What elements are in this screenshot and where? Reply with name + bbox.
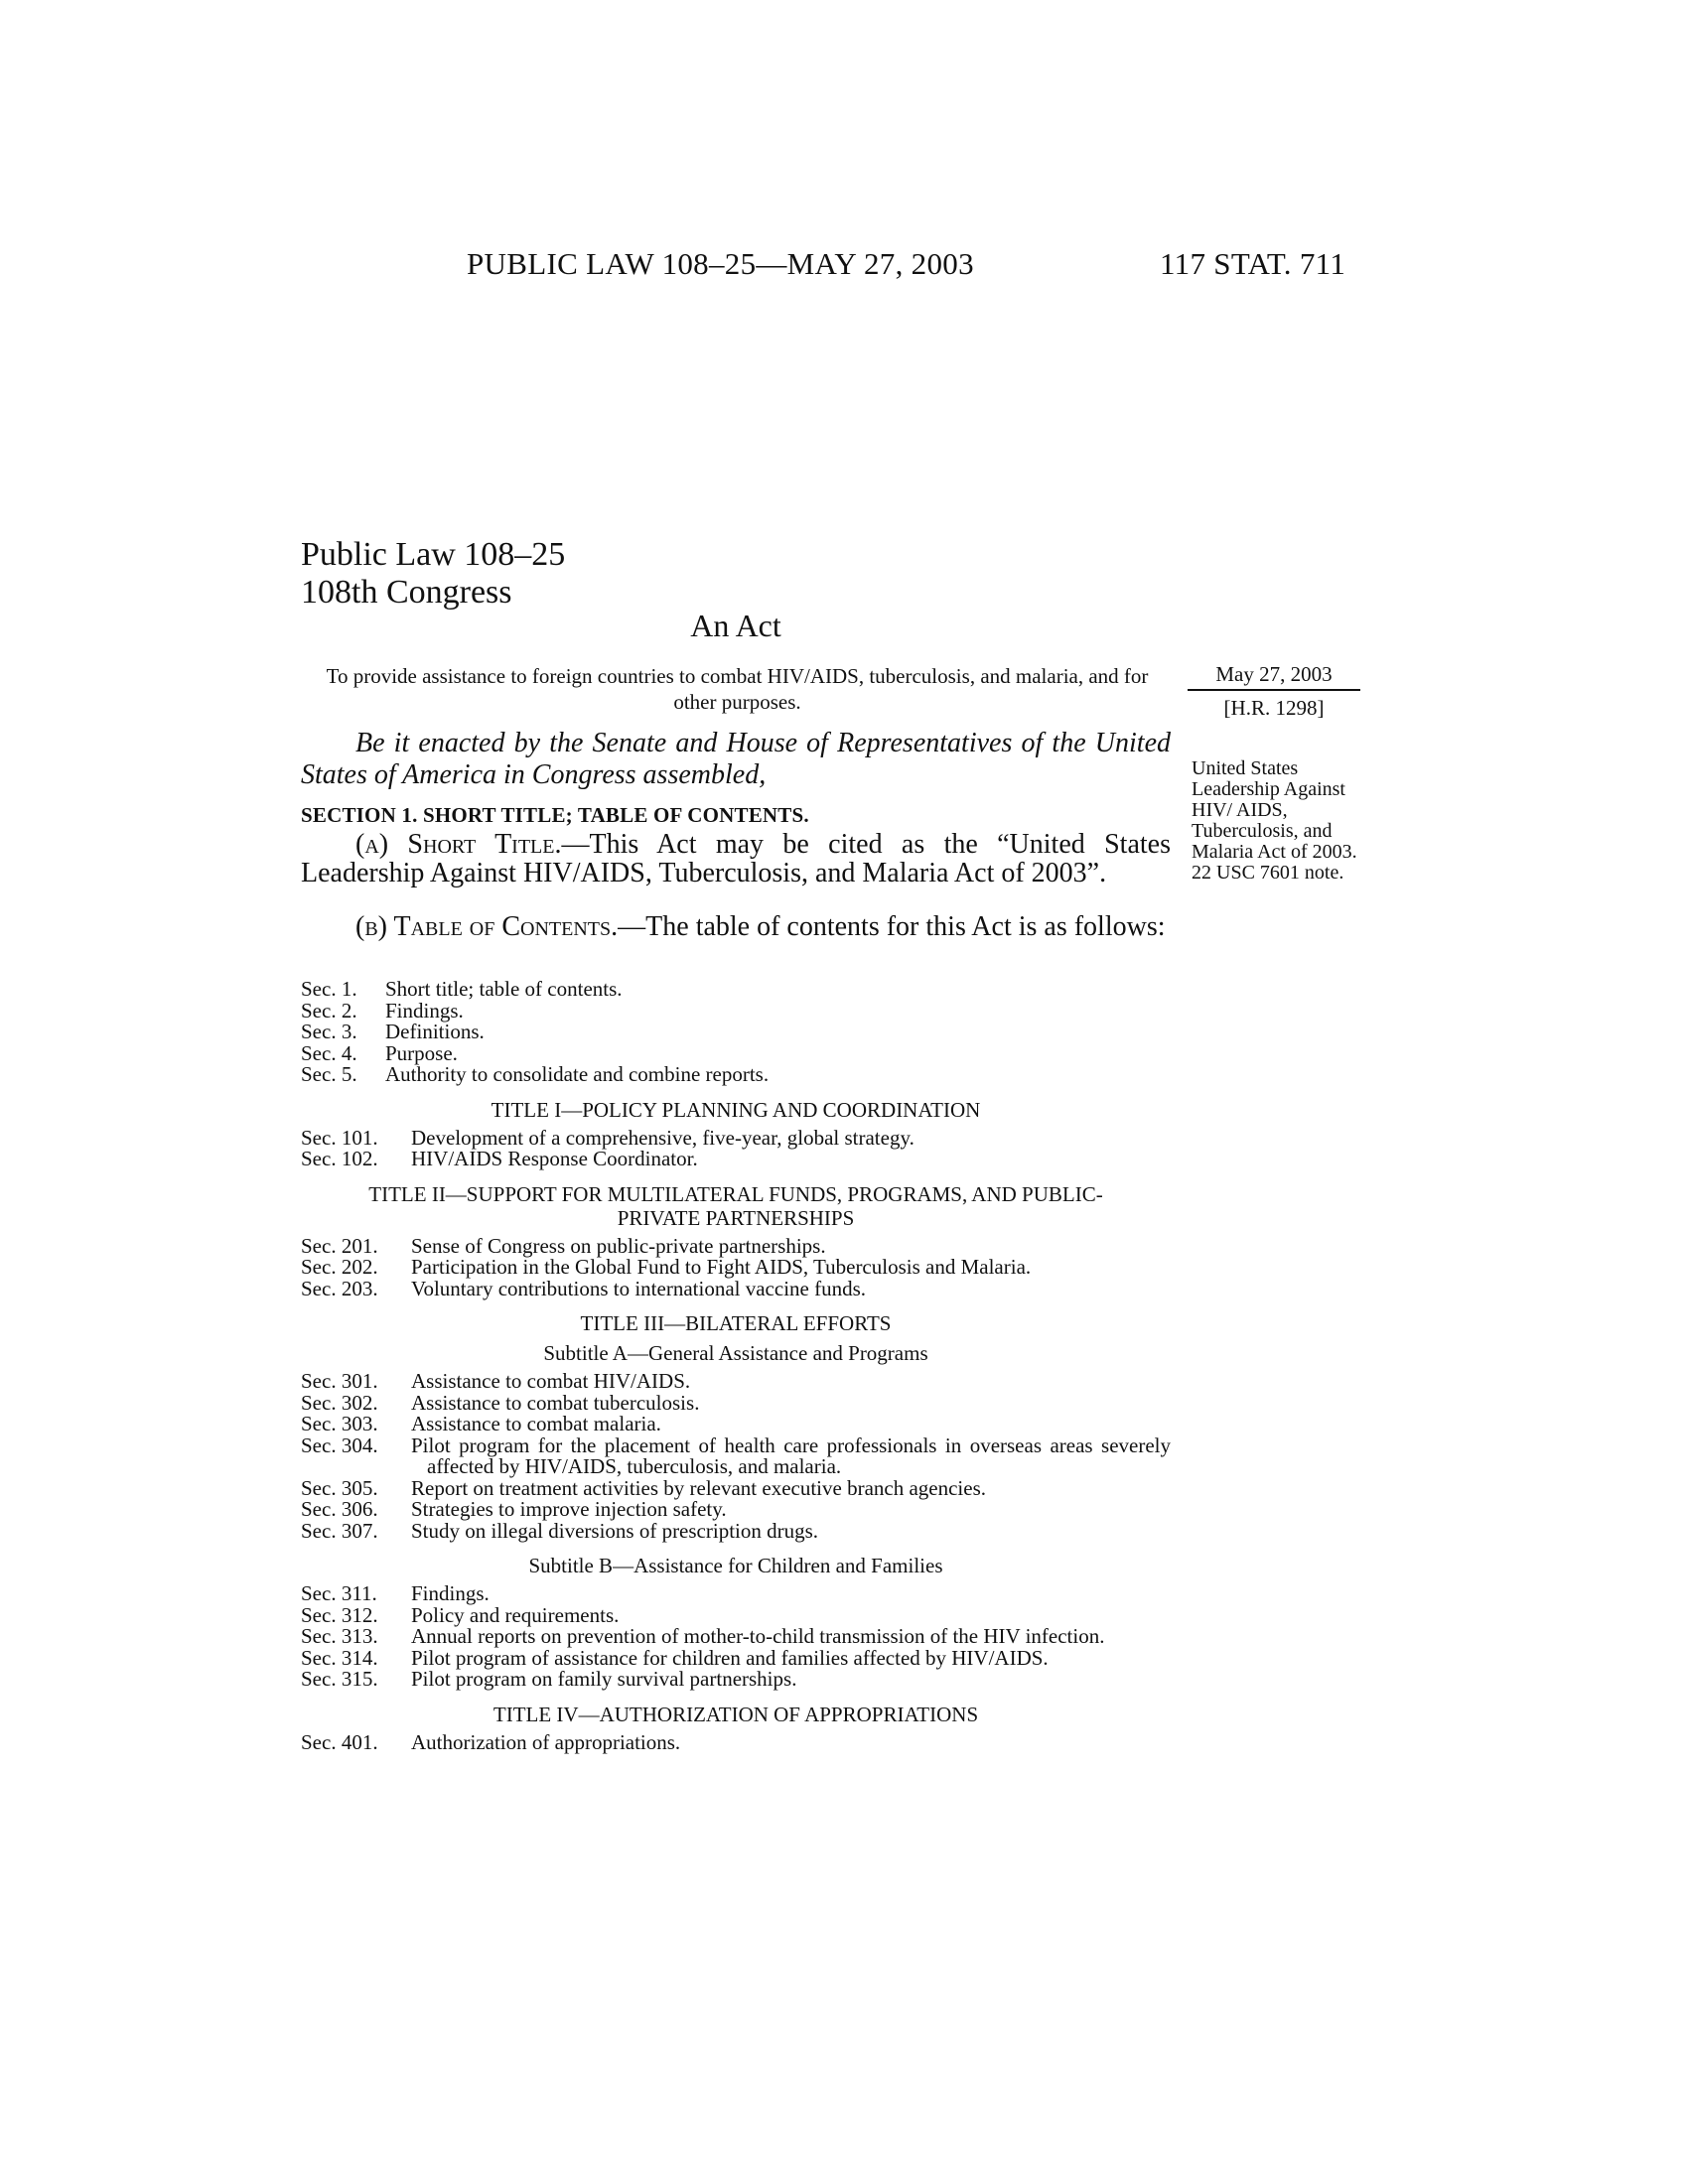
- toc-entry: [301, 1626, 1171, 1648]
- toc-group: [301, 1125, 1171, 1170]
- enactment-date: May 27, 2003: [1215, 662, 1333, 686]
- toc-section-title: Assistance to combat malaria.: [411, 1412, 661, 1435]
- toc-section-title: Development of a comprehensive, five-year, global strategy.: [411, 1125, 914, 1150]
- toc-section-title: Participation in the Global Fund to Fight AIDS, Tuberculosis and Malaria.: [411, 1255, 1032, 1279]
- toc-entry: [301, 1257, 1171, 1279]
- toc-entry: [301, 1390, 1171, 1415]
- toc-section-title: Voluntary contributions to international vaccine funds.: [411, 1276, 867, 1300]
- toc-entry: [301, 1518, 1171, 1543]
- toc-section-number: Sec. 102.: [301, 1147, 378, 1170]
- toc-section-title: Definitions.: [385, 1020, 485, 1043]
- toc-entry: [301, 1435, 1171, 1478]
- toc-entry: [301, 1499, 1171, 1521]
- short-title-sidenote: United States Leadership Against HIV/ AIDS, Tuberculosis, and Malaria Act of 2003.: [1192, 757, 1357, 863]
- toc-section-number: Sec. 2.: [301, 998, 357, 1023]
- toc-section-number: Sec. 304.: [301, 1433, 378, 1457]
- toc-entry: [301, 1233, 1171, 1258]
- toc-entry: [301, 1729, 1171, 1754]
- toc-title: TITLE IV—AUTHORIZATION OF APPROPRIATIONS: [492, 1702, 979, 1726]
- toc-section-number: Sec. 302.: [301, 1390, 378, 1415]
- toc-section-title: Sense of Congress on public-private partnerships.: [411, 1233, 826, 1258]
- toc-section-number: Sec. 201.: [301, 1233, 378, 1258]
- paragraph-text: —This Act may be cited as the “United States Leadership Against HIV/AIDS, Tuberculosis, and Malaria Act of 2003”.: [301, 829, 1171, 888]
- toc-entry: [301, 1125, 1171, 1150]
- toc-section-number: Sec. 301.: [301, 1369, 378, 1393]
- toc-entry: [301, 1022, 1171, 1043]
- toc-section-title: HIV/AIDS Response Coordinator.: [411, 1147, 698, 1170]
- toc-group: [301, 1729, 1171, 1754]
- toc-title: TITLE I—POLICY PLANNING AND COORDINATION: [491, 1097, 981, 1122]
- toc-group: [301, 979, 1171, 1086]
- toc-group: [301, 1371, 1171, 1542]
- toc-entry: [301, 1669, 1171, 1691]
- toc-entry: [301, 1371, 1171, 1393]
- toc-section-title: Short title; table of contents.: [385, 977, 623, 1001]
- toc-title: TITLE III—BILATERAL EFFORTS: [580, 1311, 892, 1335]
- margin-sidenote: [1192, 758, 1360, 884]
- toc-section-number: Sec. 3.: [301, 1020, 357, 1043]
- toc-entry: [301, 979, 1171, 1001]
- toc-section-number: Sec. 315.: [301, 1667, 378, 1691]
- toc-section-title: Pilot program on family survival partnerships.: [411, 1667, 797, 1691]
- toc-section-number: Sec. 314.: [301, 1645, 378, 1670]
- toc-section-title: Annual reports on prevention of mother-to-child transmission of the HIV infection.: [411, 1624, 1105, 1648]
- toc-section-number: Sec. 5.: [301, 1062, 357, 1086]
- toc-subtitle: Subtitle A—General Assistance and Programs: [543, 1341, 928, 1365]
- toc-section-title: Policy and requirements.: [411, 1602, 620, 1627]
- long-title: To provide assistance to foreign countries to combat HIV/AIDS, tuberculosis, and malaria, and for other purposes.: [326, 664, 1149, 714]
- toc-entry: [301, 1583, 1171, 1605]
- toc-section-number: Sec. 1.: [301, 977, 357, 1001]
- public-law-number: Public Law 108–25: [301, 536, 566, 573]
- toc-section-number: Sec. 202.: [301, 1255, 378, 1279]
- statutes-page-number: 117 STAT. 711: [1160, 246, 1346, 281]
- toc-entry: [301, 1149, 1171, 1170]
- toc-entry: [301, 1276, 1171, 1300]
- toc-section-title: Assistance to combat HIV/AIDS.: [411, 1369, 691, 1393]
- toc-section-title: Pilot program for the placement of health care professionals in overseas areas severely affected by HIV/AIDS, tuberculosis, and malaria.: [411, 1433, 1171, 1478]
- toc-section-title: Findings.: [385, 998, 464, 1023]
- toc-entry: [301, 1040, 1171, 1065]
- toc-section-title: Authority to consolidate and combine reports.: [385, 1062, 770, 1086]
- toc-entry: [301, 1064, 1171, 1086]
- toc-section-number: Sec. 313.: [301, 1624, 378, 1648]
- usc-sidenote: 22 USC 7601 note.: [1192, 862, 1344, 884]
- paragraph-text: —The table of contents for this Act is as follows:: [618, 911, 1166, 942]
- section-heading: SECTION 1. SHORT TITLE; TABLE OF CONTENTS.: [301, 803, 809, 827]
- paragraph-short-title: [301, 830, 1171, 887]
- toc-section-number: Sec. 306.: [301, 1497, 378, 1521]
- paragraph-table-of-contents: [301, 912, 1171, 941]
- act-title: An Act: [690, 608, 781, 643]
- table-of-contents: [301, 979, 1171, 1753]
- toc-group: [301, 1233, 1171, 1300]
- toc-section-title: Findings.: [411, 1581, 490, 1605]
- toc-section-number: Sec. 303.: [301, 1412, 378, 1435]
- toc-section-title: Purpose.: [385, 1040, 458, 1065]
- toc-section-title: Pilot program of assistance for children and families affected by HIV/AIDS.: [411, 1645, 1049, 1670]
- toc-subtitle: Subtitle B—Assistance for Children and Families: [528, 1554, 943, 1577]
- toc-title: TITLE II—SUPPORT FOR MULTILATERAL FUNDS, PROGRAMS, AND PUBLIC-PRIVATE PARTNERSHIPS: [368, 1181, 1103, 1230]
- toc-entry: [301, 1602, 1171, 1627]
- margin-rule: [1188, 689, 1360, 691]
- toc-entry: [301, 1475, 1171, 1500]
- bill-number: [H.R. 1298]: [1223, 696, 1325, 720]
- toc-section-title: Assistance to combat tuberculosis.: [411, 1390, 700, 1415]
- toc-section-title: Study on illegal diversions of prescription drugs.: [411, 1518, 819, 1543]
- toc-section-number: Sec. 4.: [301, 1040, 357, 1065]
- toc-entry: [301, 1414, 1171, 1435]
- toc-section-title: Report on treatment activities by relevant executive branch agencies.: [411, 1475, 987, 1500]
- toc-section-number: Sec. 311.: [301, 1581, 377, 1605]
- toc-section-number: Sec. 203.: [301, 1276, 378, 1300]
- toc-section-number: Sec. 305.: [301, 1475, 378, 1500]
- toc-section-title: Strategies to improve injection safety.: [411, 1497, 727, 1521]
- paragraph-label: (a) Short Title.: [355, 829, 562, 860]
- toc-section-number: Sec. 401.: [301, 1729, 378, 1754]
- paragraph-label: (b) Table of Contents.: [355, 911, 619, 942]
- toc-group: [301, 1583, 1171, 1691]
- toc-section-number: Sec. 312.: [301, 1602, 378, 1627]
- toc-section-number: Sec. 101.: [301, 1125, 378, 1150]
- margin-date-note: [1188, 661, 1360, 721]
- law-heading: [301, 536, 565, 612]
- toc-entry: [301, 998, 1171, 1023]
- toc-entry: [301, 1645, 1171, 1670]
- toc-section-title: Authorization of appropriations.: [411, 1729, 681, 1754]
- congress-number: 108th Congress: [301, 574, 512, 611]
- running-head: PUBLIC LAW 108–25—MAY 27, 2003: [467, 246, 974, 281]
- toc-section-number: Sec. 307.: [301, 1518, 378, 1543]
- enacting-clause: Be it enacted by the Senate and House of Representatives of the United States of America in Congress assembled,: [301, 728, 1171, 790]
